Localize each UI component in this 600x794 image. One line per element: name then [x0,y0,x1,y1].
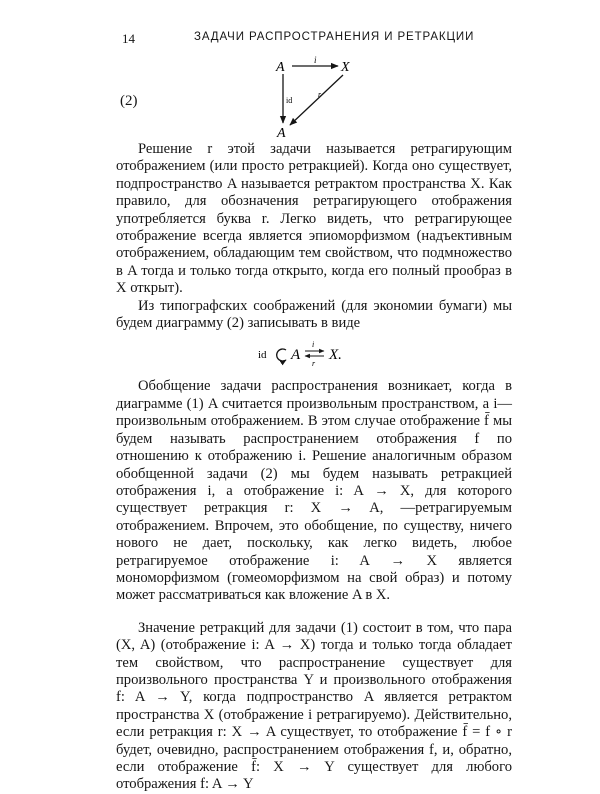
paragraph-typographic-note: Из типографских соображений (для экономии бумаги) мы будем диаграмму (2) записывать в виде [116,297,512,332]
formula-svg [254,338,374,368]
running-header [122,31,512,49]
retraction-diagram [268,55,368,139]
formula-id: id [258,349,267,362]
label-i: i [314,55,317,65]
node-x: X [341,60,350,75]
formula-label-r: r [312,359,316,369]
label-r: r [318,90,322,99]
running-title: ЗАДАЧИ РАСПРОСТРАНЕНИЯ И РЕТРАКЦИИ [194,31,475,43]
body-text [116,141,512,794]
page-number: 14 [122,31,135,46]
arrow-r [290,75,343,125]
formula-a: A [291,347,301,364]
node-a-top: A [276,60,285,75]
paragraph-generalization: Обобщение задачи распространения возникает, когда в диаграмме (1) A считается произвольным пространством, а i—произвольным отображением. В этом случае отображение f̄ мы будем называть распространением отображения f по отношению к отображению i. Решение аналогичным образом обобщенной задачи (2) мы будем называть ретракцией отображения i, а отображение i: A → X, для которого существует ретракция r: X → A, —ретрагируемым отображением. Впрочем, это обобщение, по существу, ничего нового не дает, поскольку, как легко видеть, любое ретрагируемое отображение i: A → X является мономорфизмом (гомеоморфизмом на свой образ) и потому может рассматриваться как вложение A в X. [116,378,512,604]
label-id: id [286,96,293,105]
inline-formula [116,338,512,368]
formula-label-i: i [312,340,315,350]
formula-loop-icon [277,349,286,361]
diagram-label: (2) [120,93,138,109]
formula-x: X. [329,347,342,364]
node-a-bottom: A [277,126,286,139]
paragraph-retraction-significance: Значение ретракций для задачи (1) состоит в том, что пара (X, A) (отображение i: A → X) тогда и только тогда обладает тем свойством, что распространение существует для произвольного пространства Y и произвольного отображения f: A → Y, когда подпространство A является ретрактом пространства X (отображение i ретрагируемо). Действительно, если ретракция r: X → A существует, то отображение f̄ = f ∘ r будет, очевидно, распространением отображения f, и, обратно, если отображение f̄: X → Y существует для любого отображения f: A → Y [116,619,512,793]
paragraph-retraction-definition: Решение r этой задачи называется ретрагирующим отображением (или просто ретракцией). Когда оно существует, подпространство A называется ретрактом пространства X. Как правило, для обозначения ретрагирующего отображения употребляется буква r. Легко видеть, что ретрагирующее отображение всегда является эпиоморфизмом (надъективным отображением, обладающим тем свойством, что подмножество в A тогда и только тогда открыто, когда его полный прообраз в X открыт). [116,141,512,297]
